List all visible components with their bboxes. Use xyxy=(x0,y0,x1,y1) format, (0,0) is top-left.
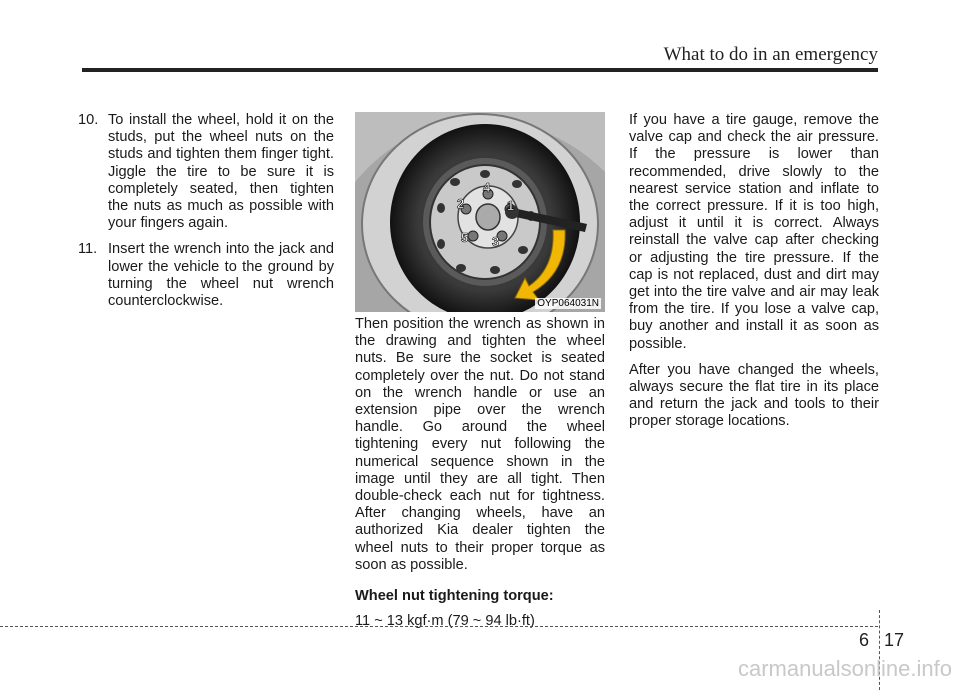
pressure-column xyxy=(629,112,879,440)
step-number: 11. xyxy=(78,241,98,258)
header-rule xyxy=(82,68,878,72)
watermark: carmanualsonline.info xyxy=(737,656,952,681)
step-number: 10. xyxy=(78,112,99,128)
tightening-paragraph: Then position the wrench as shown in the drawing and tighten the wheel nuts. Be sure the socket is seated completely over the nut. Do not stand on the wrench handle or use an extension pipe over the wrench handle. Go around the wheel tightening every nut following the numerical sequence shown in the image until they are all tight. Then double-check each nut for tightness. After changing wheels, have an authorized Kia dealer tighten the wheel nuts to their proper torque as soon as possible. xyxy=(355,316,605,573)
torque-heading: Wheel nut tightening torque: xyxy=(355,588,554,605)
nut-label-1: 1 xyxy=(507,198,515,213)
wheel-figure xyxy=(355,112,605,312)
footer-rule xyxy=(0,626,878,627)
step-item xyxy=(78,112,334,232)
storage-paragraph: After you have changed the wheels, always secure the flat tire in its place and return the jack and tools to their proper storage locations. xyxy=(629,361,879,430)
step-text: To install the wheel, hold it on the studs, put the wheel nuts on the studs and tighten them finger tight. Jiggle the tire to be sure it is completely seated, then tighten the nuts as much as possible with your fingers again. xyxy=(108,112,334,232)
step-item xyxy=(78,241,334,310)
tire-pressure-paragraph: If you have a tire gauge, remove the valve cap and check the air pressure. If the pressure is lower than recommended, drive slowly to the nearest service station and inflate to the correct pressure. If it is too high, adjust it until it is correct. Always reinstall the valve cap after checking or adjusting the tire pressure. If the cap is not replaced, dust and dirt may get into the tire valve and air may leak from the tire. If you lose a valve cap, buy another and install it as soon as possible. xyxy=(629,112,879,352)
chapter-number: 6 xyxy=(859,630,870,650)
nut-label-4: 4 xyxy=(483,180,491,195)
page-number: 17 xyxy=(884,630,905,650)
nut-label-2: 2 xyxy=(457,196,465,211)
torque-value: 11 ~ 13 kgf·m (79 ~ 94 lb·ft) xyxy=(355,613,535,630)
section-title: What to do in an emergency xyxy=(663,44,878,65)
steps-column xyxy=(78,112,334,319)
instructions-column xyxy=(355,316,605,630)
nut-label-5: 5 xyxy=(461,230,469,245)
step-text: Insert the wrench into the jack and lower the vehicle to the ground by turning the wheel nut wrench counterclockwise. xyxy=(108,241,334,310)
wheel-illustration xyxy=(355,112,605,312)
nut-label-3: 3 xyxy=(492,234,500,249)
figure-code: OYP064031N xyxy=(537,298,599,309)
hub-center xyxy=(476,204,500,230)
